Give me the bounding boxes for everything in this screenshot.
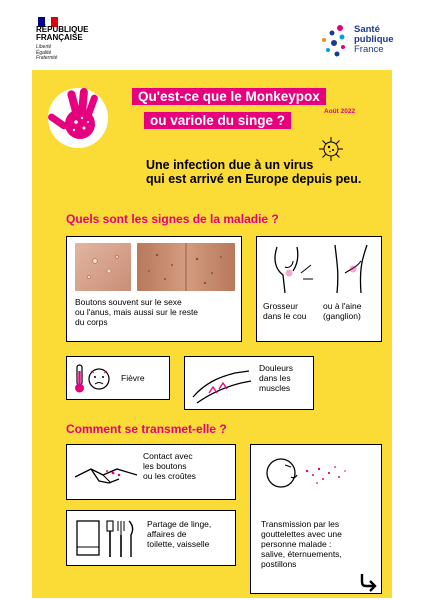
transmission-heading: Comment se transmet-elle ? bbox=[66, 422, 227, 436]
towel-toothbrush-icon bbox=[73, 517, 139, 561]
next-arrow-icon[interactable] bbox=[358, 570, 380, 592]
subtitle: Une infection due à un virus qui est arrivé en Europe depuis peu. bbox=[146, 158, 362, 186]
spf-line2: publique bbox=[354, 34, 394, 45]
leg-icon bbox=[189, 363, 255, 405]
hand-icon bbox=[46, 84, 110, 148]
poster-body bbox=[32, 70, 392, 598]
handshake-icon bbox=[73, 453, 139, 493]
skin-card bbox=[66, 236, 242, 342]
skin-photo-back bbox=[137, 243, 235, 291]
publication-date: Août 2022 bbox=[324, 108, 356, 115]
groin-caption: ou à l'aine (ganglion) bbox=[323, 301, 362, 321]
marianne-flag-icon bbox=[38, 14, 58, 24]
neck-caption: Grosseur dans le cou bbox=[263, 301, 307, 321]
republique-francaise-title: RÉPUBLIQUE FRANÇAISE bbox=[36, 25, 89, 42]
header bbox=[32, 8, 392, 70]
muscle-card bbox=[184, 356, 314, 410]
linen-card bbox=[66, 510, 236, 566]
santepubliquefrance-logo-icon bbox=[318, 24, 348, 60]
signs-heading: Quels sont les signes de la maladie ? bbox=[66, 212, 279, 226]
spf-line1: Santé bbox=[354, 24, 380, 35]
fever-card bbox=[66, 356, 170, 400]
title-line-2: ou variole du singe ? bbox=[144, 112, 291, 129]
muscle-caption: Douleurs dans les muscles bbox=[259, 363, 294, 393]
contact-caption: Contact avec les boutons ou les croûtes bbox=[143, 451, 196, 481]
title-line-1: Qu'est-ce que le Monkeypox bbox=[132, 88, 326, 105]
poster bbox=[32, 8, 392, 598]
droplets-caption: Transmission par les gouttelettes avec une personne malade : salive, éternuements, postillons bbox=[261, 519, 342, 569]
spf-line3: France bbox=[354, 44, 384, 55]
skin-photo-closeup bbox=[75, 243, 131, 291]
skin-caption: Boutons souvent sur le sexe ou l'anus, mais aussi sur le reste du corps bbox=[75, 297, 199, 327]
santepubliquefrance-wordmark bbox=[354, 25, 394, 55]
republique-motto: Liberté Égalité Fraternité bbox=[36, 44, 58, 61]
sneeze-icon bbox=[261, 453, 371, 495]
linen-caption: Partage de linge, affaires de toilette, vaisselle bbox=[147, 519, 212, 549]
ganglion-card bbox=[256, 236, 382, 342]
contact-card bbox=[66, 444, 236, 500]
fever-caption: Fièvre bbox=[121, 373, 145, 383]
groin-icon bbox=[325, 243, 377, 295]
thermometer-icon bbox=[73, 363, 113, 395]
neck-icon bbox=[263, 243, 317, 295]
